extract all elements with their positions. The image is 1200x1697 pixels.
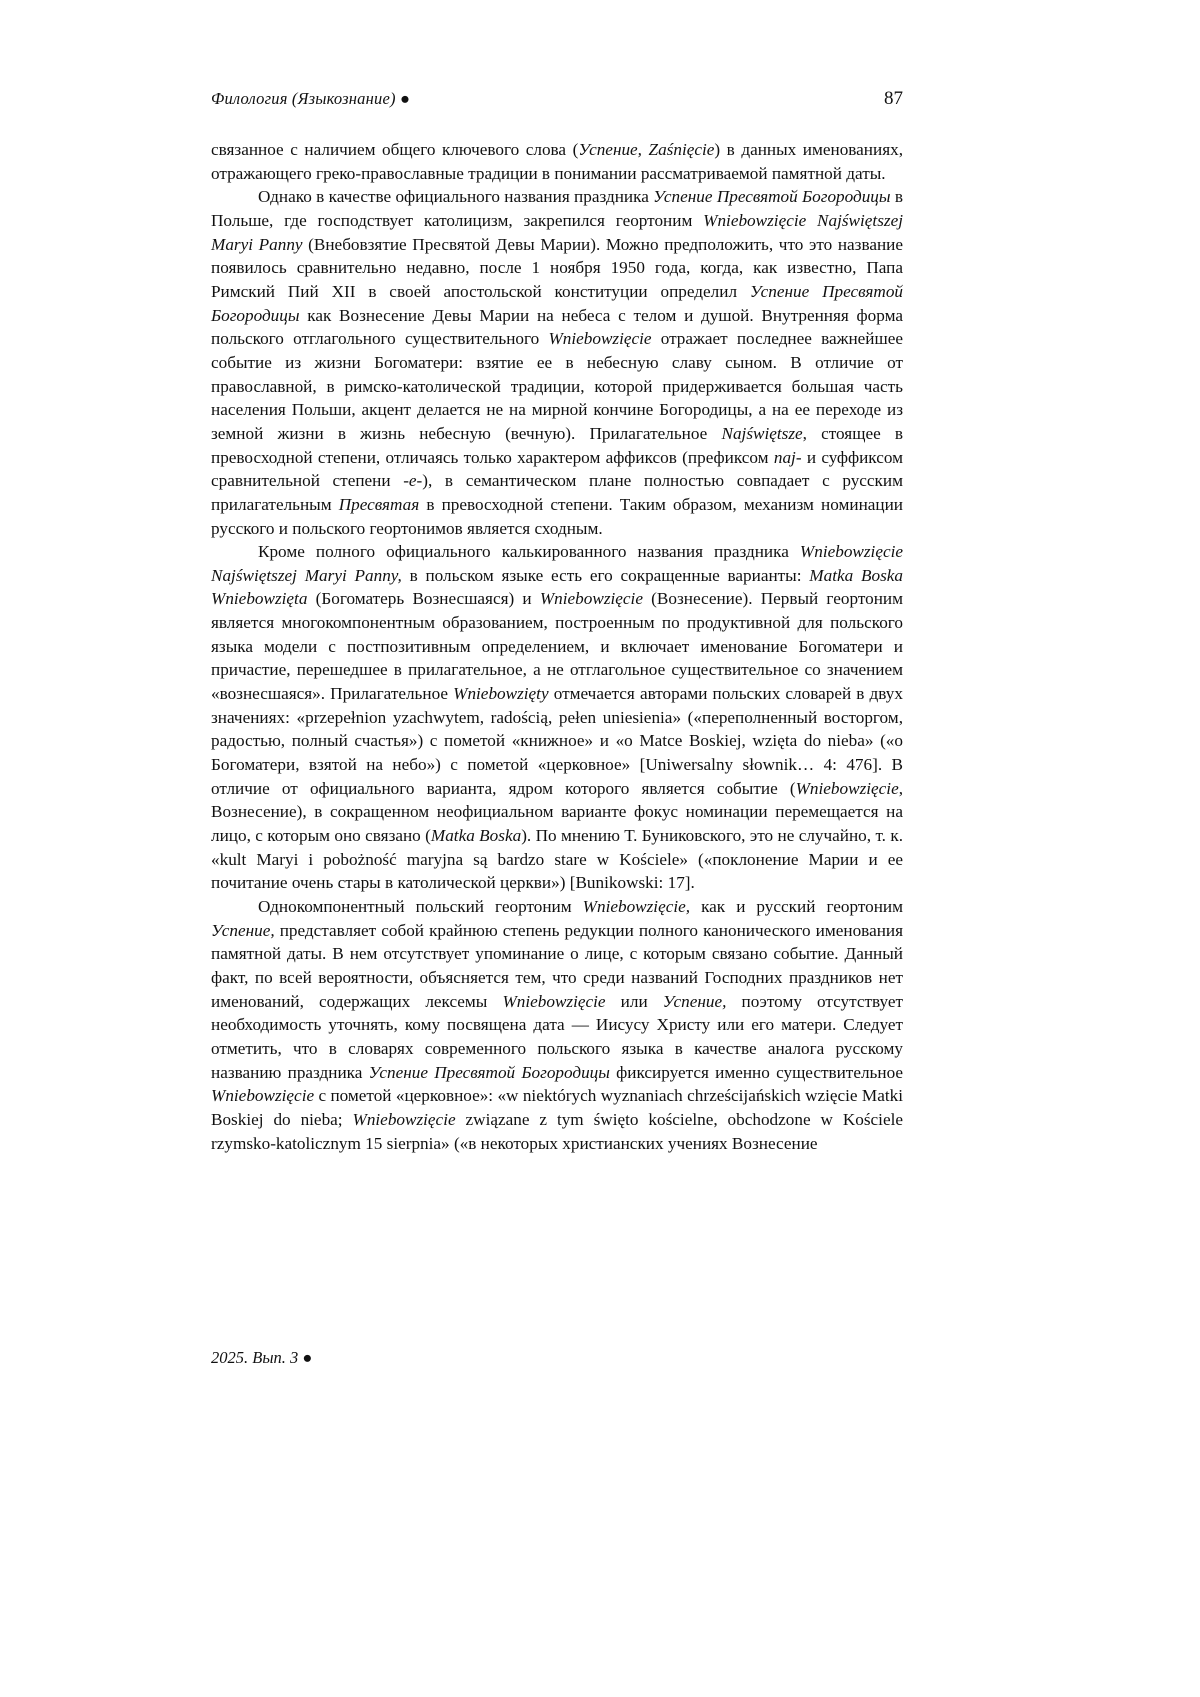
- italic-text-run: Matka Boska: [430, 826, 522, 846]
- italic-text-run: Wniebowzięcie: [795, 778, 899, 798]
- page-header: [211, 88, 903, 110]
- text-run: и суффиксом сравнительной степени: [211, 447, 903, 491]
- text-run: , Вознесение), в сокращенном неофициальном варианте фокус номинации перемещается на лицо, с которым оно связано (: [211, 778, 903, 846]
- italic-text-run: Успение,: [662, 991, 727, 1011]
- text-run: в превосходной степени. Таким образом, механизм номинации русского и польского геортонимов является сходным.: [211, 494, 904, 538]
- text-run: Однако в качестве официального названия праздника: [258, 187, 654, 207]
- text-run: отмечается авторами польских словарей в двух значениях: «przepełnion yzachwytem, radością, pełen uniesienia» («переполненный восторгом, радостью, полный счастья») с пометой «книжное» и «o Matce Boskiej, wzięta do nieba» («о Богоматери, взятой на небо») с пометой «церковное» [Uniwersalny słownik… 4: 476]. В отличие от официального варианта, ядром которого является событие (: [211, 684, 903, 798]
- italic-text-run: Wniebowzięcie,: [582, 897, 691, 916]
- text-run: , стоящее в превосходной степени, отличаясь только характером аффиксов (префиксом: [211, 423, 903, 467]
- paragraph: [211, 540, 903, 895]
- italic-text-run: Wniebowzięcie: [539, 589, 643, 609]
- text-run: в Польше, где господствует католицизм, закрепился геортоним: [211, 187, 903, 230]
- text-run: ). По мнению Т. Буниковского, это не случайно, т. к. «kult Maryi i pobożność maryjna są bardzo stare w Kościele» («поклонение Марии и ее почитание очень стары в католической церкви») [Bunikowski: 17].: [211, 826, 903, 893]
- text-run: представляет собой крайнюю степень редукции полного канонического именования памятной даты. В нем отсутствует упоминание о лице, с которым связано событие. Данный факт, по всей вероятности, объясняется тем, что среди названий Господних праздников нет именований, содержащих лексемы: [211, 920, 903, 1011]
- italic-text-run: Najświętsze: [721, 423, 803, 443]
- italic-text-run: Wniebowzięcie Najświętszej Maryi Panny,: [211, 542, 903, 585]
- text-run: Кроме полного официального калькированного названия праздника: [258, 542, 800, 562]
- italic-text-run: Успение, Zaśnięcie: [578, 140, 715, 159]
- italic-text-run: Wniebowzięcie: [502, 991, 606, 1011]
- paragraph: [211, 138, 903, 185]
- text-run: поэтому отсутствует необходимость уточнять, кому посвящена дата — Иисусу Христу или его матери. Следует отметить, что в словарях современного польского языка в качестве аналога русскому названию праздника: [211, 991, 903, 1082]
- italic-text-run: -e-: [403, 471, 423, 491]
- text-run: (Вознесение). Первый геортоним является многокомпонентным образованием, построенным по продуктивной для польского языка модели с постпозитивным определением, и включает именование Богоматери и причастие, перешедшее в прилагательное, а не отглагольное существительное со значением «вознесшаяся». Прилагательное: [211, 589, 903, 704]
- page-number: 87: [884, 88, 903, 109]
- italic-text-run: Wniebowzięcie: [211, 1086, 315, 1106]
- text-run: ) в данных именованиях, отражающего греко-православные традиции в понимании рассматриваемой памятной даты.: [211, 140, 903, 183]
- text-run: связанное с наличием общего ключевого слова (: [211, 140, 579, 159]
- text-run: związane z tym święto kościelne, obchodzone w Kościele rzymsko-katolicznym 15 sierpnia» («в некоторых христианских учениях Вознесение: [211, 1109, 903, 1153]
- text-run: (Внебовзятие Пресвятой Девы Марии). Можно предположить, что это название появилось сравнительно недавно, после 1 ноября 1950 года, когда, как известно, Папа Римский Пий XII в своей апостольской конституции определил: [211, 234, 903, 301]
- paragraph: [211, 185, 903, 540]
- italic-text-run: Wniebowzięty: [453, 684, 549, 704]
- text-run: с пометой «церковное»: «w niektórych wyznaniach chrześcijańskich wzięcie Matki Boskiej do nieba;: [211, 1086, 903, 1129]
- paragraph: [211, 895, 903, 1155]
- text-run: в польском языке есть его сокращенные варианты:: [401, 565, 810, 585]
- text-run: ), в семантическом плане полностью совпадает с русским прилагательным: [211, 471, 903, 514]
- body-text: [211, 138, 903, 1155]
- page-footer: [211, 1348, 312, 1368]
- italic-text-run: Успение Пресвятой Богородицы: [368, 1062, 610, 1082]
- text-run: или: [605, 991, 663, 1011]
- italic-text-run: Wniebowzięcie: [352, 1109, 456, 1129]
- italic-text-run: Пресвятая: [338, 494, 420, 514]
- text-run: (Богоматерь Вознесшаяся) и: [307, 589, 540, 609]
- text-run: как Вознесение Девы Марии на небеса с телом и душой. Внутренняя форма польского отглагольного существительного: [211, 305, 903, 349]
- italic-text-run: Matka Boska Wniebowzięta: [211, 565, 903, 609]
- running-title: Филология (Языкознание) ●: [211, 89, 411, 108]
- italic-text-run: Успение Пресвятой Богородицы: [211, 281, 904, 325]
- text-run: отражает последнее важнейшее событие из жизни Богоматери: взятие ее в небесную славу сыном. В отличие от православной, в римско-католической традиции, которой придерживается большая часть населения Польши, акцент делается не на мирной кончине Богородицы, а на ее переходе из земной жизни в жизнь небесную (вечную). Прилагательное: [211, 329, 903, 443]
- text-run: фиксируется именно существительное: [609, 1062, 903, 1082]
- text-run: как и русский геортоним: [690, 897, 904, 916]
- text-run: Однокомпонентный польский геортоним: [258, 897, 583, 916]
- footer-text: 2025. Вып. 3 ●: [211, 1348, 313, 1367]
- italic-text-run: Wniebowzięcie: [548, 329, 652, 349]
- italic-text-run: Успение,: [211, 920, 275, 940]
- italic-text-run: naj-: [773, 447, 802, 467]
- italic-text-run: Wniebowzięcie Najświętszej Maryi Panny: [211, 210, 903, 254]
- italic-text-run: Успение Пресвятой Богородицы: [653, 187, 891, 207]
